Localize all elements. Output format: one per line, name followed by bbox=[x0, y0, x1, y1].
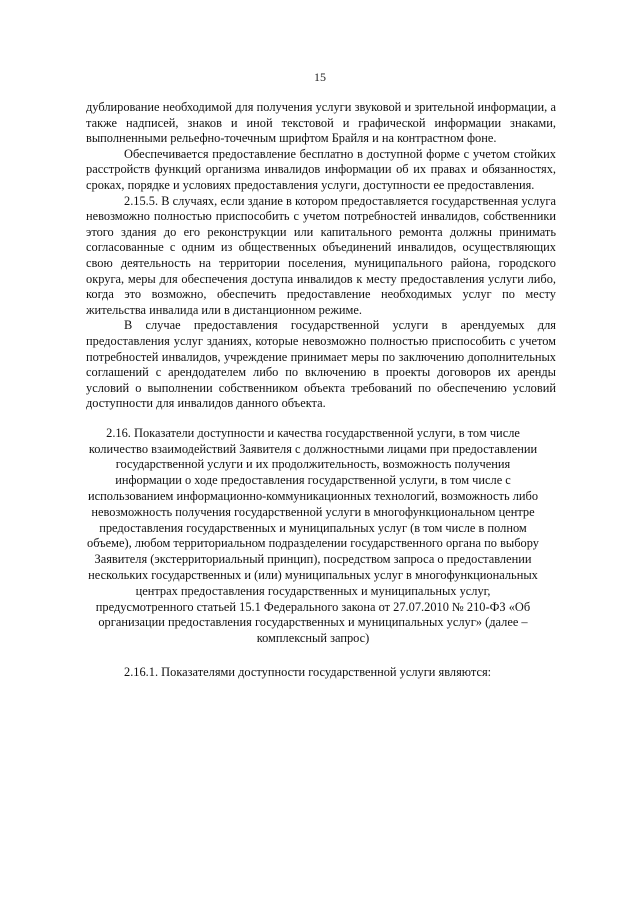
document-body bbox=[86, 100, 556, 681]
paragraph-rented-buildings: В случае предоставления государственной услуги в арендуемых для предоставления услуг зданиях, которые невозможно полностью приспособить с учетом потребностей инвалидов, учреждение принимает меры по заключению дополнительных соглашений с арендодателем либо по включению в проекты договоров их аренды условий о выполнении собственником объекта требований по обеспечению условий доступности для инвалидов данного объекта. bbox=[86, 318, 556, 411]
paragraph-2-15-5: 2.15.5. В случаях, если здание в котором предоставляется государственная услуга невозможно полностью приспособить с учетом потребностей инвалидов, собственники этого здания до его реконструкции или капитального ремонта должны принимать согласованные с одним из общественных объединений инвалидов, осуществляющих свою деятельность на территории поселения, муниципального района, городского округа, меры для обеспечения доступа инвалидов к месту предоставления услуги либо, когда это возможно, обеспечить предоставление необходимых услуг по месту жительства инвалида или в дистанционном режиме. bbox=[86, 193, 556, 317]
paragraph-2-16-heading: 2.16. Показатели доступности и качества государственной услуги, в том числе количество взаимодействий Заявителя с должностными лицами при предоставлении государственной услуги и их продолжительность, возможность получения информации о ходе предоставления государственной услуги, в том числе с использованием информационно-коммуникационных технологий, возможность либо невозможность получения государственной услуги в многофункциональном центре предоставления государственных и муниципальных услуг (в том числе в полном объеме), любом территориальном подразделении государственного органа по выбору Заявителя (экстерриториальный принцип), посредством запроса о предоставлении нескольких государственных и (или) муниципальных услуг в многофункциональных центрах предоставления государственных и муниципальных услуг, предусмотренного статьей 15.1 Федерального закона от 27.07.2010 № 210-ФЗ «Об организации предоставления государственных и муниципальных услуг» (далее – комплексный запрос) bbox=[87, 425, 539, 646]
paragraph-braille: дублирование необходимой для получения услуги звуковой и зрительной информации, а также надписей, знаков и иной текстовой и графической информации знаками, выполненными рельефно-точечным шрифтом Брайля и на контрастном фоне. bbox=[86, 100, 556, 146]
paragraph-gap bbox=[86, 412, 556, 426]
paragraph-free-info: Обеспечивается предоставление бесплатно в доступной форме с учетом стойких расстройств функций организма инвалидов информации об их правах и обязанностях, сроках, порядке и условиях предоставления услуги, доступности ее предоставления. bbox=[86, 146, 556, 192]
paragraph-2-16-1: 2.16.1. Показателями доступности государственной услуги являются: bbox=[124, 665, 492, 680]
page-number: 15 bbox=[314, 70, 326, 84]
